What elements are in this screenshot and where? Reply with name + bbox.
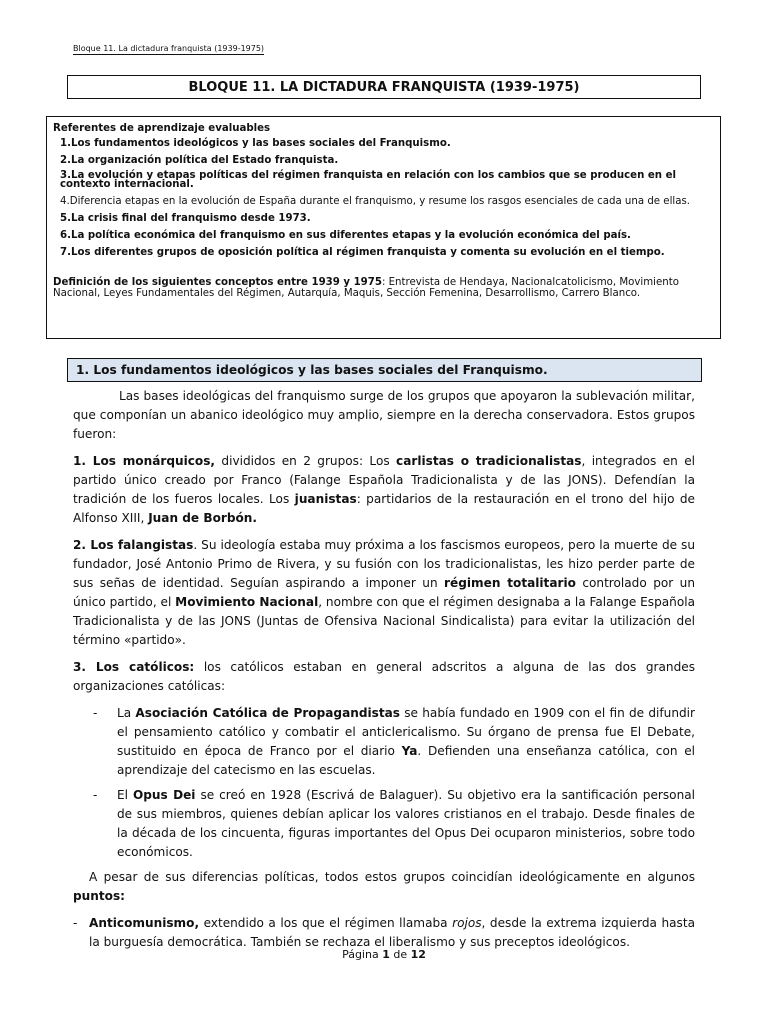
text-span: extendido a los que el régimen llamaba	[199, 916, 453, 930]
bold-term: Anticomunismo,	[89, 916, 200, 930]
reference-text: Los fundamentos ideológicos y las bases sociales del Franquismo.	[70, 138, 451, 149]
reference-item	[53, 195, 714, 208]
reference-text: Los diferentes grupos de oposición política al régimen franquista y comenta su evolución en el tiempo.	[70, 247, 665, 258]
text-span: . Su ideología estaba muy próxima a los fascismos europeos, pero la muerte de su fundador, José Antonio Primo de Rivera, y su fusión con los tradicionalistas, les hizo perder parte de sus señas de identidad. Seguían aspirando a imponer un	[73, 538, 695, 590]
falangistas-paragraph	[73, 536, 695, 650]
section-heading: 1. Los fundamentos ideológicos y las bases sociales del Franquismo.	[67, 358, 702, 382]
reference-text: La política económica del franquismo en sus diferentes etapas y la evolución económica del país.	[70, 230, 631, 241]
text-span: se creó en 1928 (Escrivá de Balaguer). Su objetivo era la santificación personal de sus miembros, quienes debían aplicar los valores cristianos en el trabajo. Desde finales de la década de los cincuenta, figuras importantes del Opus Dei ocuparon ministerios, sobre todo económicos.	[117, 788, 696, 859]
reference-text: La crisis final del franquismo desde 1973.	[70, 213, 311, 224]
page-number: 1	[382, 948, 390, 961]
page-total: 12	[410, 948, 426, 961]
bold-term: puntos:	[73, 889, 126, 903]
body-text	[73, 387, 695, 952]
text-span: se había fundado en 1909 con el fin de difundir el pensamiento católico y combatir el anticlericalismo. Su órgano de prensa fue El Debate, sustituido en época de Franco por el diario	[117, 706, 695, 758]
reference-item	[53, 154, 714, 167]
running-header: Bloque 11. La dictadura franquista (1939-1975)	[73, 44, 265, 53]
reference-text: La organización política del Estado franquista.	[70, 155, 339, 166]
reference-number: 4.	[60, 196, 70, 207]
definitions-paragraph	[53, 277, 714, 299]
definitions-terms: : Entrevista de Hendaya, Nacionalcatolicismo, Movimiento Nacional, Leyes Fundamentales del Régimen, Autarquía, Maquis, Sección Femenina, Desarrollismo, Carrero Blanco.	[53, 277, 679, 299]
reference-item	[53, 171, 714, 189]
bold-term: Ya	[401, 744, 418, 758]
reference-item	[53, 246, 714, 259]
text-span: El	[117, 788, 133, 802]
footer-label: de	[389, 948, 411, 961]
text-span: los católicos estaban en general adscritos a alguna de las dos grandes organizaciones católicas:	[73, 660, 695, 693]
reference-number: 3.	[60, 170, 71, 181]
text-span: . Defienden una enseñanza católica, con el aprendizaje del catecismo en las escuelas.	[117, 744, 695, 777]
reference-text: La evolución y etapas políticas del régimen franquista en relación con los cambios que se producen en el contexto internacional.	[60, 170, 676, 190]
reference-item	[53, 212, 714, 225]
text-span: A pesar de sus diferencias políticas, todos estos grupos coincidían ideológicamente en algunos	[89, 870, 695, 884]
intro-paragraph: Las bases ideológicas del franquismo surge de los grupos que apoyaron la sublevación militar, que componían un abanico ideológico muy amplio, siempre en la derecha conservadora. Estos grupos fueron:	[73, 389, 695, 441]
list-item-text	[89, 914, 695, 952]
common-points-paragraph	[73, 868, 695, 906]
catolicos-paragraph	[73, 658, 695, 696]
bold-term: 1. Los monárquicos,	[73, 454, 216, 468]
text-span: , nombre con que el régimen designaba a la Falange Española Tradicionalista y de las JONS (Juntas de Ofensiva Nacional Sindicalista) para evitar la utilización del término «partido».	[73, 595, 696, 647]
text-span: .	[252, 511, 258, 525]
bold-term: Asociación Católica de Propagandistas	[135, 706, 400, 720]
bold-term: 2. Los falangistas	[73, 538, 194, 552]
references-heading: Referentes de aprendizaje evaluables	[53, 123, 271, 134]
monarquicos-paragraph	[73, 452, 695, 528]
bold-term: 3. Los católicos:	[73, 660, 195, 674]
bold-term: régimen totalitario	[444, 576, 576, 590]
bullet-dash: -	[73, 916, 78, 930]
list-item-text	[117, 786, 695, 862]
references-list	[53, 137, 714, 259]
text-span: , integrados en el partido único creado por Franco (Falange Española Tradicionalista y de las JONS). Defendían la tradición de los fueros locales. Los	[73, 454, 695, 506]
reference-item	[53, 137, 714, 150]
list-item	[73, 914, 695, 952]
bold-term: Juan de Borbón	[148, 511, 253, 525]
learning-references-box	[46, 116, 721, 339]
bold-term: Movimiento Nacional	[175, 595, 319, 609]
reference-number: 5.	[60, 213, 71, 224]
text-span: : partidarios de la restauración en el trono del hijo de Alfonso XIII,	[73, 492, 695, 525]
list-item	[73, 786, 695, 862]
footer-label: Página	[342, 948, 383, 961]
reference-number: 1.	[60, 138, 71, 149]
text-span: , desde la extrema izquierda hasta la burguesía democrática. También se rechaza el liberalismo y sus preceptos ideológicos.	[89, 916, 695, 949]
italic-term: rojos	[452, 916, 482, 930]
bold-term: Opus Dei	[132, 788, 196, 802]
page-title: BLOQUE 11. LA DICTADURA FRANQUISTA (1939-1975)	[67, 75, 701, 99]
reference-item	[53, 229, 714, 242]
reference-number: 6.	[60, 230, 71, 241]
text-span: divididos en 2 grupos: Los	[215, 454, 397, 468]
reference-number: 2.	[60, 155, 71, 166]
bold-term: juanistas	[294, 492, 357, 506]
list-item-text	[117, 704, 695, 780]
text-span: controlado por un único partido, el	[73, 576, 695, 609]
bold-term: carlistas o tradicionalistas	[396, 454, 582, 468]
page-footer	[0, 948, 768, 961]
definitions-lead: Definición de los siguientes conceptos entre 1939 y 1975	[53, 277, 382, 288]
text-span: La	[117, 706, 136, 720]
bullet-dash: -	[93, 788, 98, 802]
reference-number: 7.	[60, 247, 71, 258]
reference-text: Diferencia etapas en la evolución de España durante el franquismo, y resume los rasgos esenciales de cada una de ellas.	[69, 196, 691, 207]
bullet-dash: -	[93, 706, 98, 720]
list-item	[73, 704, 695, 780]
